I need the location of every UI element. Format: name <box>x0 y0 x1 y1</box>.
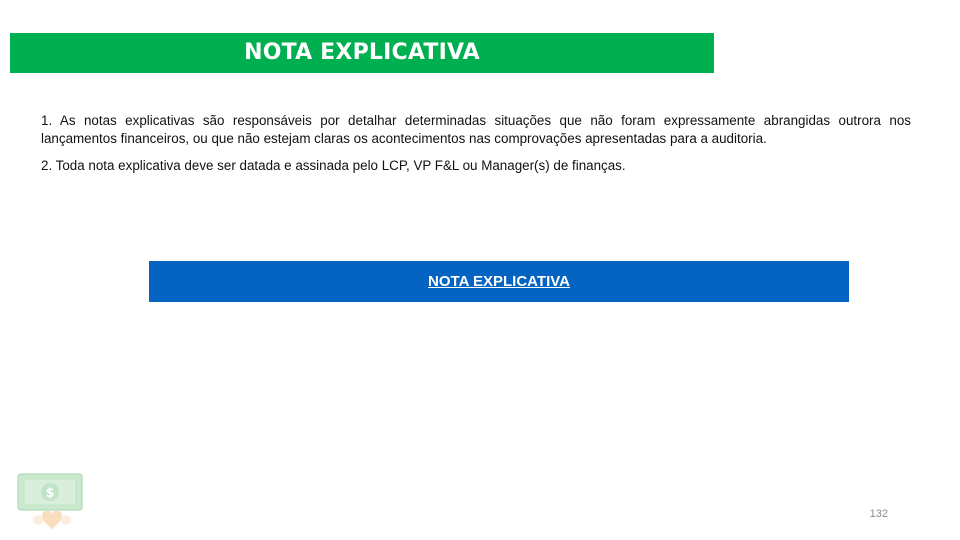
page-number: 132 <box>869 508 888 520</box>
nota-explicativa-link-label[interactable]: NOTA EXPLICATIVA <box>428 273 570 290</box>
page-title: NOTA EXPLICATIVA <box>244 40 480 65</box>
body-text <box>41 112 911 184</box>
header-bar <box>10 33 714 73</box>
paragraph-1: 1. As notas explicativas são responsáveis por detalhar determinadas situações que não foram expressamente abrangidas outrora nos lançamentos financeiros, ou que não estejam claras os acontecimentos nas comprovações apresentadas para a auditoria. <box>41 113 911 146</box>
dollar-sign: $ <box>45 486 55 501</box>
paragraph-2: 2. Toda nota explicativa deve ser datada e assinada pelo LCP, VP F&L ou Manager(s) de finanças. <box>41 158 626 173</box>
money-heart-icon <box>16 472 86 534</box>
nota-explicativa-link-button[interactable] <box>149 261 849 302</box>
